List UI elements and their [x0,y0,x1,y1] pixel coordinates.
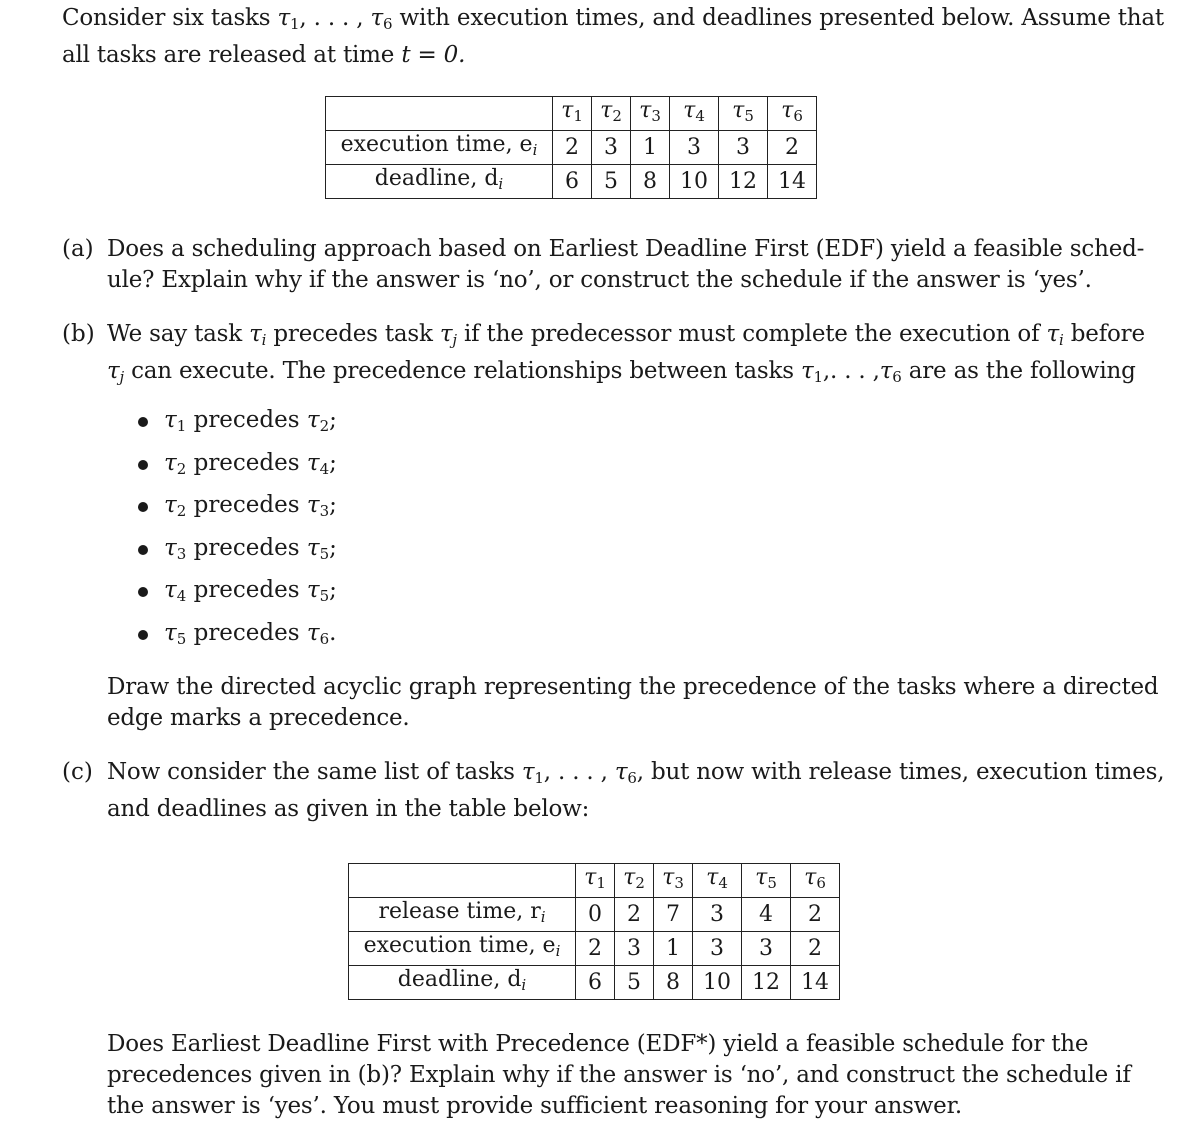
table-row [326,165,817,199]
table-cell: 0 [576,898,615,932]
table-cell: 3 [693,898,742,932]
table-cell: 3 [670,131,719,165]
table-cell: 10 [670,165,719,199]
table-cell: 2 [553,131,592,165]
table-header-cell [742,864,791,898]
part-b-text [107,319,1147,393]
table-cell: 2 [615,898,654,932]
table-cell: 6 [553,165,592,199]
tau-subscript: 4 [718,874,728,892]
row-label-deadline: deadline, di [349,966,576,1000]
intro-paragraph [62,3,1164,71]
intro-line-2: all tasks are released at time t = 0. [62,42,466,68]
list-item: $\tau_3$ precedes $\tau_5$; [136,533,337,576]
table-header-cell [553,97,592,131]
table-header-cell [654,864,693,898]
part-b-draw-instruction: Draw the directed acyclic graph representing the precedence of the tasks where a directed edge marks a precedence. [107,674,1159,731]
precedence-list [136,405,337,661]
table-cell: 2 [576,932,615,966]
table-cell: 10 [693,966,742,1000]
table-cell: 2 [791,932,840,966]
bullet-icon [138,417,148,427]
table-cell: 3 [592,131,631,165]
intro-line-1: Consider six tasks $\tau_1$, . . . , $\tau_6$ with execution times, and deadlines presented below. Assume that [62,5,1164,33]
tau-subscript: 2 [612,107,622,125]
bullet-icon [138,587,148,597]
bullet-icon [138,460,148,470]
table-cell: 14 [791,966,840,1000]
table-cell: 3 [719,131,768,165]
table-header-cell [615,864,654,898]
tau-subscript: 4 [695,107,705,125]
table-cell: 2 [768,131,817,165]
list-item: $\tau_5$ precedes $\tau_6$. [136,618,337,661]
table-cell: 2 [791,898,840,932]
tau-subscript: 3 [674,874,684,892]
bullet-icon [138,502,148,512]
table-cell: 14 [768,165,817,199]
list-item: $\tau_2$ precedes $\tau_3$; [136,490,337,533]
table-cell: 12 [719,165,768,199]
table-cell: 3 [615,932,654,966]
table-header-cell [791,864,840,898]
tau-subscript: 6 [793,107,803,125]
tau-subscript: 5 [767,874,777,892]
table-header-cell [670,97,719,131]
table-cell: 3 [693,932,742,966]
table-header-cell [631,97,670,131]
tau-symbol: τ [623,865,636,890]
table-header-cell [719,97,768,131]
tau-symbol: τ [584,865,597,890]
tau-symbol: τ [732,98,745,123]
table-cell: 4 [742,898,791,932]
task-table-1 [325,96,817,199]
table-row [349,898,840,932]
table-cell: 6 [576,966,615,1000]
tau-symbol: τ [683,98,696,123]
tau-symbol: τ [639,98,652,123]
table-header-row [326,97,817,131]
table-header-cell [693,864,742,898]
part-c-text: Now consider the same list of tasks $\tau_1$, . . . , $\tau_6$, but now with release times, execution times, and deadlines as given in the table below: [107,759,1165,822]
table-row [349,932,840,966]
tau-symbol: τ [804,865,817,890]
table-header-cell [576,864,615,898]
part-c-line-1: Now consider the same list of tasks $\tau_1$, . . . , $\tau_6$, but now with release times, execution times, [107,759,1165,787]
bullet-icon [138,545,148,555]
table-corner-cell [326,97,553,131]
tau-subscript: 6 [816,874,826,892]
tau-symbol: τ [662,865,675,890]
table-row [326,131,817,165]
table-cell: 8 [631,165,670,199]
table-cell: 7 [654,898,693,932]
table-header-cell [592,97,631,131]
bullet-icon [138,630,148,640]
tau-subscript: 5 [744,107,754,125]
tau-symbol: τ [755,865,768,890]
tau-subscript: 1 [596,874,606,892]
tau-symbol: τ [600,98,613,123]
table-row [349,966,840,1000]
table-cell: 12 [742,966,791,1000]
part-b-label: (b) [62,321,95,347]
part-a-text: Does a scheduling approach based on Earliest Deadline First (EDF) yield a feasible sched- ule? Explain why if the answer is ‘no’, or construct the schedule if the answer is ‘yes’. [107,236,1145,293]
part-b-line-1: We say task τi precedes task τj if the predecessor must complete the execution of τi before [107,321,1145,349]
tau-subscript: 3 [651,107,661,125]
task-table-2 [348,863,840,1000]
tau-symbol: τ [781,98,794,123]
row-label-execution-time: execution time, ei [349,932,576,966]
table-cell: 8 [654,966,693,1000]
row-label-release-time: release time, ri [349,898,576,932]
row-label-deadline: deadline, di [326,165,553,199]
tau-symbol: τ [561,98,574,123]
table-cell: 1 [654,932,693,966]
table-cell: 3 [742,932,791,966]
table-corner-cell [349,864,576,898]
tau-symbol: τ [706,865,719,890]
table-header-cell [768,97,817,131]
tau-subscript: 1 [573,107,583,125]
table-cell: 1 [631,131,670,165]
list-item: $\tau_1$ precedes $\tau_2$; [136,405,337,448]
part-b-line-2: τj can execute. The precedence relationships between tasks $\tau_1$,. . . $,\tau_6$ are as the following [107,358,1136,386]
part-a-label: (a) [62,236,94,262]
table-cell: 5 [615,966,654,1000]
table-header-row [349,864,840,898]
list-item: $\tau_4$ precedes $\tau_5$; [136,575,337,618]
tau-subscript: 2 [635,874,645,892]
table-cell: 5 [592,165,631,199]
list-item: $\tau_2$ precedes $\tau_4$; [136,448,337,491]
part-c-question: Does Earliest Deadline First with Precedence (EDF*) yield a feasible schedule for the precedences given in (b)? Explain why if the answer is ‘no’, and construct the schedule if the answer is ‘yes’. You must provide sufficient reasoning for your answer. [107,1031,1131,1119]
part-c-label: (c) [62,759,93,785]
row-label-execution-time: execution time, ei [326,131,553,165]
